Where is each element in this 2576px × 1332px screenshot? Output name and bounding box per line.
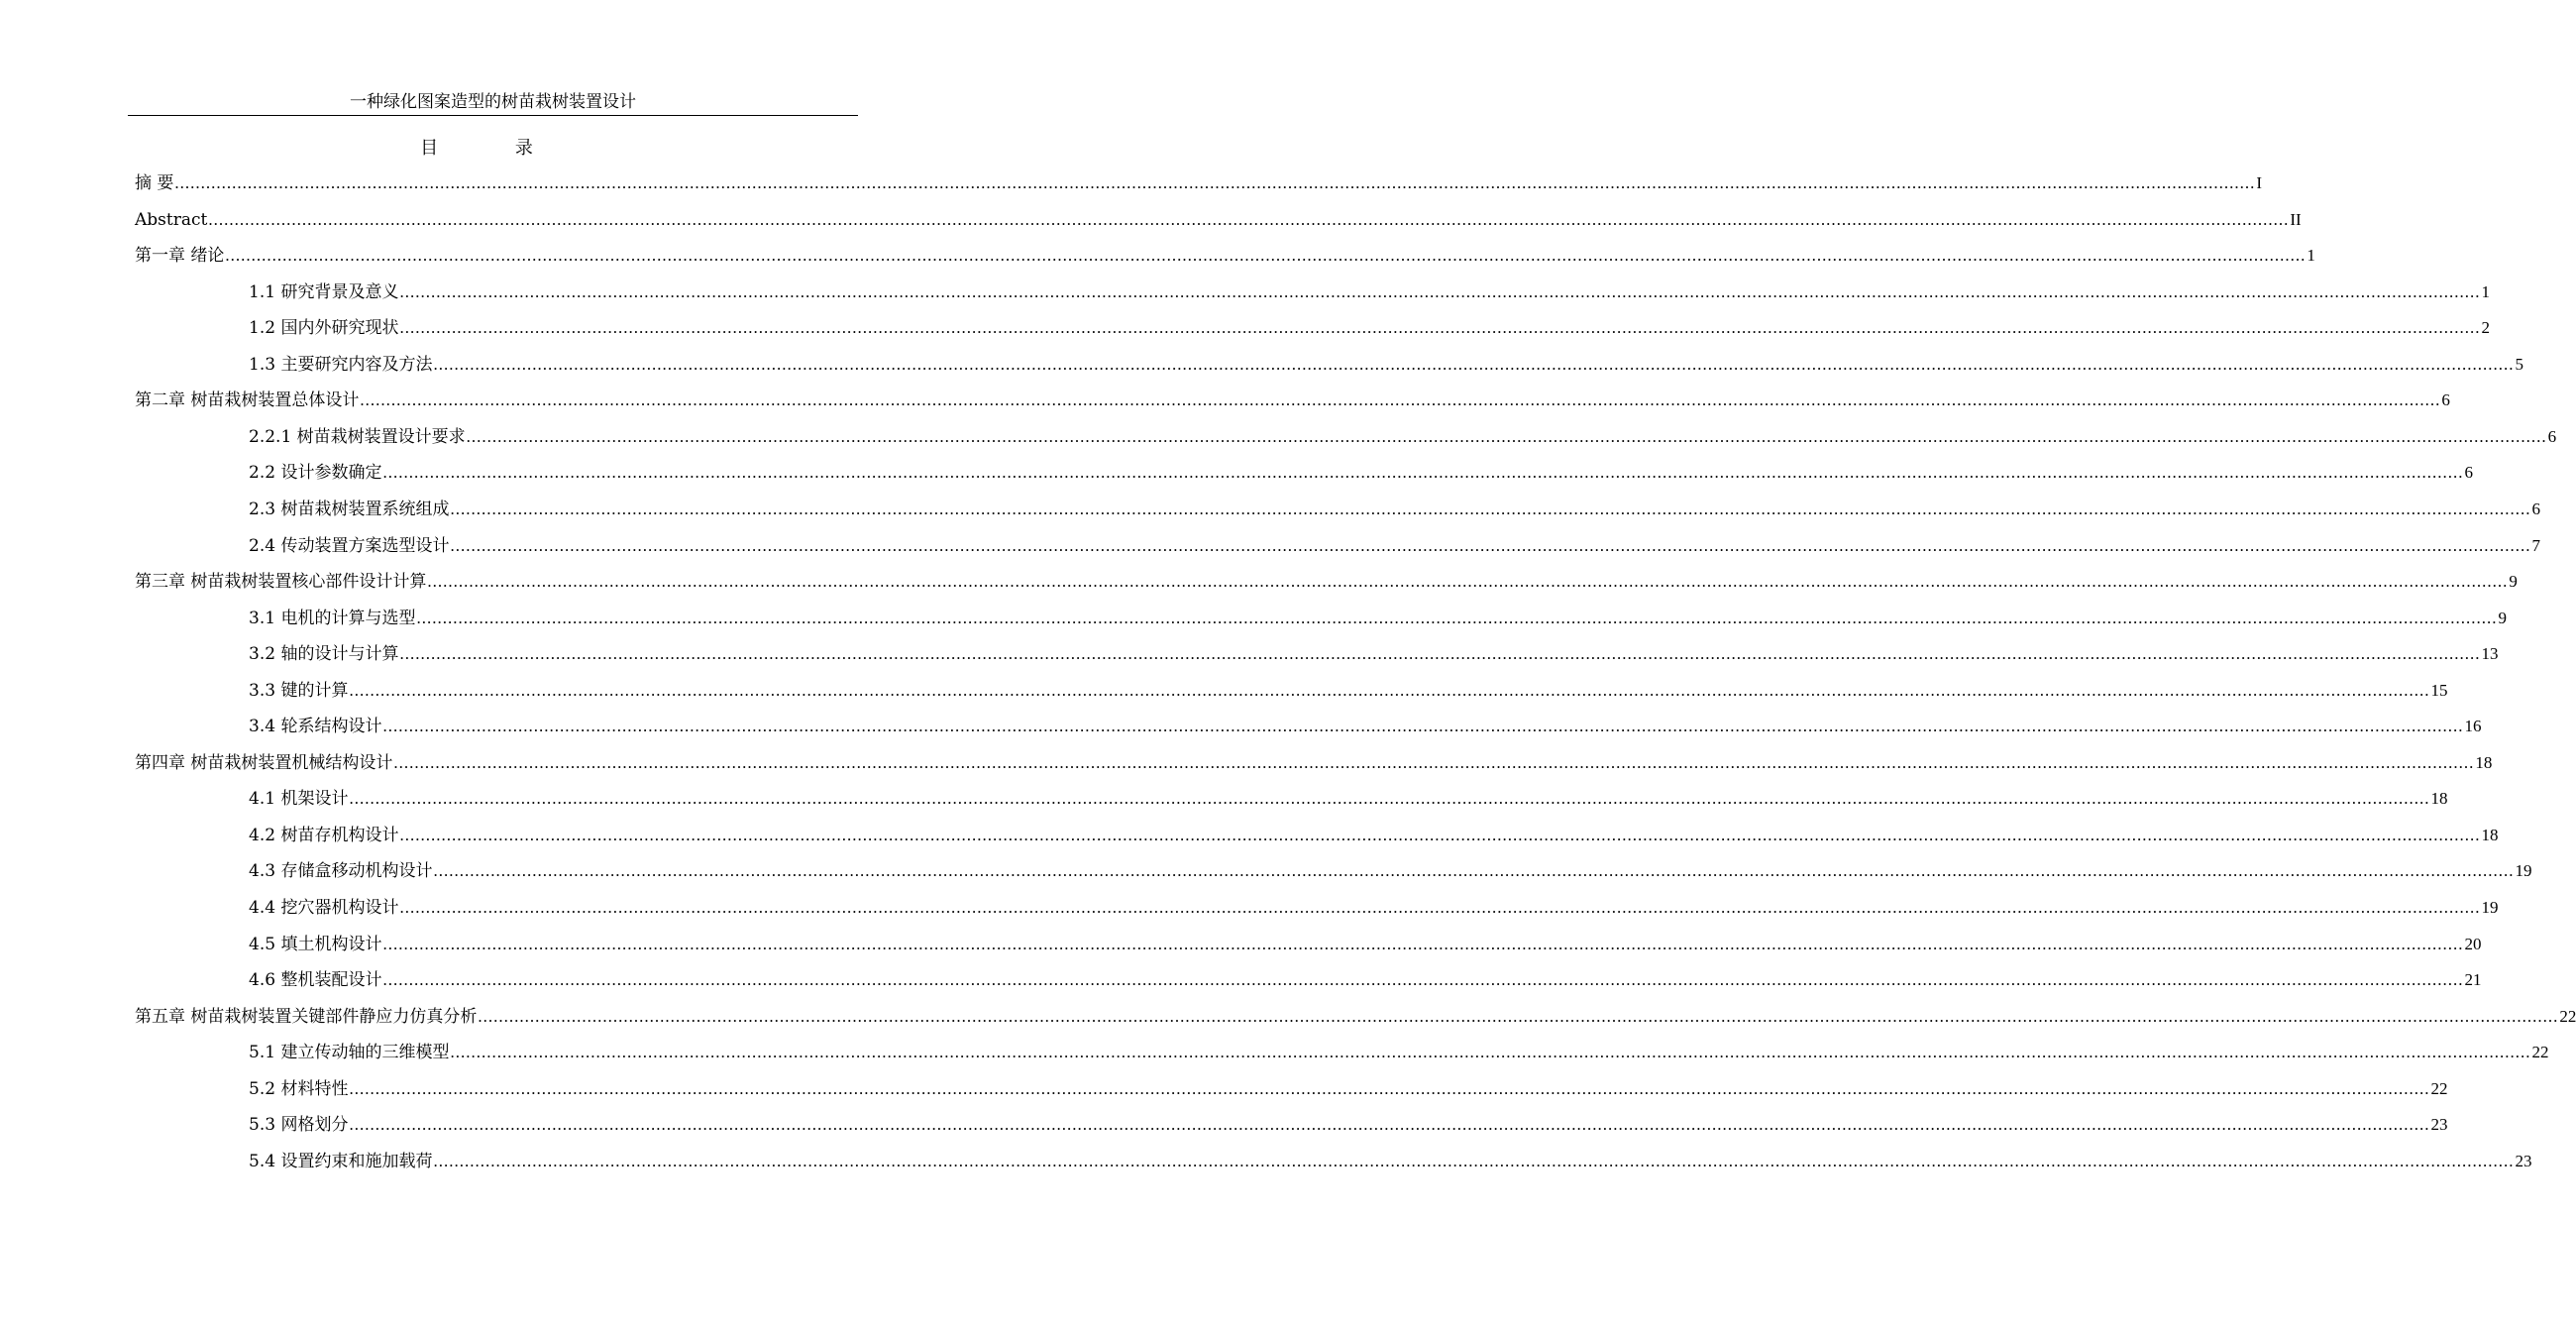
toc-entry-page-number: 2 [2481, 318, 2490, 337]
toc-dot-leader: ................................................................................................................................................................................................................................................................................................................................................................................................................ [450, 536, 2531, 555]
toc-entry-page-number: 16 [2464, 717, 2482, 735]
toc-section-entry [249, 787, 2448, 811]
toc-entry-page-number: 1 [2481, 282, 2490, 301]
toc-section-entry [249, 1113, 2448, 1137]
toc-chapter-entry [135, 244, 2315, 268]
toc-entry-label: 第三章 树苗栽树装置核心部件设计计算 [135, 572, 427, 592]
toc-section-entry [249, 968, 2482, 992]
toc-entry-page-number: 15 [2430, 681, 2448, 700]
toc-entry-label: 2.2 设计参数确定 [249, 463, 382, 483]
toc-section-entry [249, 280, 2490, 304]
toc-chapter-entry [135, 171, 2263, 195]
toc-section-entry [249, 353, 2523, 377]
toc-dot-leader: ................................................................................................................................................................................................................................................................................................................................................................................................................ [427, 572, 2509, 591]
toc-entry-page-number: 9 [2498, 609, 2507, 627]
toc-section-entry [249, 461, 2473, 485]
toc-section-entry [249, 679, 2448, 703]
document-title: 一种绿化图案造型的树苗栽树装置设计 [350, 92, 636, 112]
toc-section-entry [249, 896, 2499, 920]
toc-dot-leader: ................................................................................................................................................................................................................................................................................................................................................................................................................ [416, 609, 2498, 627]
toc-dot-leader: ................................................................................................................................................................................................................................................................................................................................................................................................................ [399, 826, 2481, 844]
toc-chapter-entry [135, 1005, 2576, 1029]
toc-section-entry [249, 859, 2532, 883]
toc-entry-page-number: 22 [2430, 1079, 2448, 1098]
toc-entry-page-number: 5 [2515, 355, 2523, 374]
toc-section-entry [249, 498, 2540, 521]
toc-entry-page-number: 18 [2475, 753, 2493, 772]
toc-section-entry [249, 425, 2557, 449]
toc-entry-label: 5.2 材料特性 [249, 1079, 349, 1099]
toc-entry-label: Abstract [135, 210, 208, 230]
toc-entry-label: 5.1 建立传动轴的三维模型 [249, 1043, 450, 1062]
toc-dot-leader: ................................................................................................................................................................................................................................................................................................................................................................................................................ [382, 970, 2464, 989]
toc-entry-page-number: 6 [2531, 500, 2540, 518]
toc-entry-page-number: 22 [2559, 1007, 2576, 1026]
toc-entry-page-number: 7 [2531, 536, 2540, 555]
toc-entry-label: 2.4 传动装置方案选型设计 [249, 536, 450, 556]
toc-dot-leader: ................................................................................................................................................................................................................................................................................................................................................................................................................ [360, 390, 2441, 409]
toc-entry-label: 2.2.1 树苗栽树装置设计要求 [249, 427, 466, 447]
toc-dot-leader: ................................................................................................................................................................................................................................................................................................................................................................................................................ [382, 463, 2464, 482]
toc-dot-leader: ................................................................................................................................................................................................................................................................................................................................................................................................................ [174, 173, 2256, 192]
toc-section-entry [249, 715, 2482, 738]
toc-chapter-entry [135, 570, 2518, 594]
toc-dot-leader: ................................................................................................................................................................................................................................................................................................................................................................................................................ [382, 717, 2464, 735]
toc-section-entry [249, 607, 2507, 630]
toc-dot-leader: ................................................................................................................................................................................................................................................................................................................................................................................................................ [399, 898, 2481, 917]
toc-entry-label: 5.4 设置约束和施加载荷 [249, 1152, 433, 1171]
toc-heading: 目 录 [420, 138, 569, 159]
toc-entry-page-number: II [2290, 210, 2302, 229]
toc-dot-leader: ................................................................................................................................................................................................................................................................................................................................................................................................................ [399, 644, 2481, 663]
toc-entry-page-number: 6 [2464, 463, 2473, 482]
toc-entry-page-number: 18 [2430, 789, 2448, 808]
toc-entry-label: 3.3 键的计算 [249, 681, 349, 701]
toc-entry-page-number: 1 [2307, 246, 2315, 265]
toc-dot-leader: ................................................................................................................................................................................................................................................................................................................................................................................................................ [450, 1043, 2531, 1061]
toc-section-entry [249, 642, 2499, 666]
toc-section-entry [249, 1041, 2549, 1064]
toc-entry-label: 第二章 树苗栽树装置总体设计 [135, 390, 360, 410]
toc-dot-leader: ................................................................................................................................................................................................................................................................................................................................................................................................................ [349, 681, 2430, 700]
toc-entry-page-number: 18 [2481, 826, 2499, 844]
toc-entry-label: 1.2 国内外研究现状 [249, 318, 399, 338]
toc-dot-leader: ................................................................................................................................................................................................................................................................................................................................................................................................................ [450, 500, 2531, 518]
toc-dot-leader: ................................................................................................................................................................................................................................................................................................................................................................................................................ [478, 1007, 2559, 1026]
toc-entry-label: 4.6 整机装配设计 [249, 970, 382, 990]
toc-section-entry [249, 824, 2499, 847]
toc-dot-leader: ................................................................................................................................................................................................................................................................................................................................................................................................................ [466, 427, 2547, 446]
toc-section-entry [249, 933, 2482, 956]
toc-chapter-entry [135, 751, 2493, 775]
toc-section-entry [249, 1077, 2448, 1101]
toc-entry-page-number: 20 [2464, 935, 2482, 953]
toc-dot-leader: ................................................................................................................................................................................................................................................................................................................................................................................................................ [399, 318, 2481, 337]
toc-entry-page-number: 19 [2515, 861, 2532, 880]
toc-entry-page-number: 6 [2547, 427, 2557, 446]
toc-dot-leader: ................................................................................................................................................................................................................................................................................................................................................................................................................ [349, 1079, 2430, 1098]
toc-dot-leader: ................................................................................................................................................................................................................................................................................................................................................................................................................ [349, 789, 2430, 808]
toc-entry-page-number: 23 [2515, 1152, 2532, 1170]
toc-dot-leader: ................................................................................................................................................................................................................................................................................................................................................................................................................ [433, 1152, 2515, 1170]
toc-entry-label: 第一章 绪论 [135, 246, 225, 266]
toc-entry-label: 1.3 主要研究内容及方法 [249, 355, 433, 375]
toc-entry-page-number: 23 [2430, 1115, 2448, 1134]
toc-entry-label: 4.2 树苗存机构设计 [249, 826, 399, 845]
toc-entry-page-number: I [2256, 173, 2263, 192]
toc-entry-label: 3.4 轮系结构设计 [249, 717, 382, 736]
toc-entry-label: 摘 要 [135, 173, 174, 193]
toc-entry-label: 3.1 电机的计算与选型 [249, 609, 416, 628]
toc-entry-page-number: 9 [2509, 572, 2518, 591]
toc-entry-label: 1.1 研究背景及意义 [249, 282, 399, 302]
toc-dot-leader: ................................................................................................................................................................................................................................................................................................................................................................................................................ [382, 935, 2464, 953]
toc-section-entry [249, 316, 2490, 340]
toc-entry-label: 第四章 树苗栽树装置机械结构设计 [135, 753, 393, 773]
toc-entry-page-number: 22 [2531, 1043, 2549, 1061]
toc-entry-label: 2.3 树苗栽树装置系统组成 [249, 500, 450, 519]
toc-entry-label: 4.1 机架设计 [249, 789, 349, 809]
toc-dot-leader: ................................................................................................................................................................................................................................................................................................................................................................................................................ [349, 1115, 2430, 1134]
toc-dot-leader: ................................................................................................................................................................................................................................................................................................................................................................................................................ [208, 210, 2290, 229]
toc-entry-page-number: 13 [2481, 644, 2499, 663]
toc-entry-page-number: 6 [2441, 390, 2450, 409]
toc-entry-label: 5.3 网格划分 [249, 1115, 349, 1135]
toc-chapter-entry [135, 388, 2450, 412]
toc-entry-label: 4.3 存储盒移动机构设计 [249, 861, 433, 881]
toc-entry-label: 第五章 树苗栽树装置关键部件静应力仿真分析 [135, 1007, 478, 1027]
toc-entry-label: 3.2 轴的设计与计算 [249, 644, 399, 664]
toc-dot-leader: ................................................................................................................................................................................................................................................................................................................................................................................................................ [433, 355, 2515, 374]
toc-entry-page-number: 21 [2464, 970, 2482, 989]
toc-dot-leader: ................................................................................................................................................................................................................................................................................................................................................................................................................ [433, 861, 2515, 880]
toc-dot-leader: ................................................................................................................................................................................................................................................................................................................................................................................................................ [393, 753, 2475, 772]
toc-dot-leader: ................................................................................................................................................................................................................................................................................................................................................................................................................ [399, 282, 2481, 301]
toc-entry-label: 4.4 挖穴器机构设计 [249, 898, 399, 918]
toc-section-entry [249, 1150, 2532, 1173]
toc-dot-leader: ................................................................................................................................................................................................................................................................................................................................................................................................................ [225, 246, 2307, 265]
toc-entry-label: 4.5 填土机构设计 [249, 935, 382, 954]
toc-chapter-entry [135, 208, 2302, 232]
toc-section-entry [249, 534, 2540, 558]
toc-entry-page-number: 19 [2481, 898, 2499, 917]
